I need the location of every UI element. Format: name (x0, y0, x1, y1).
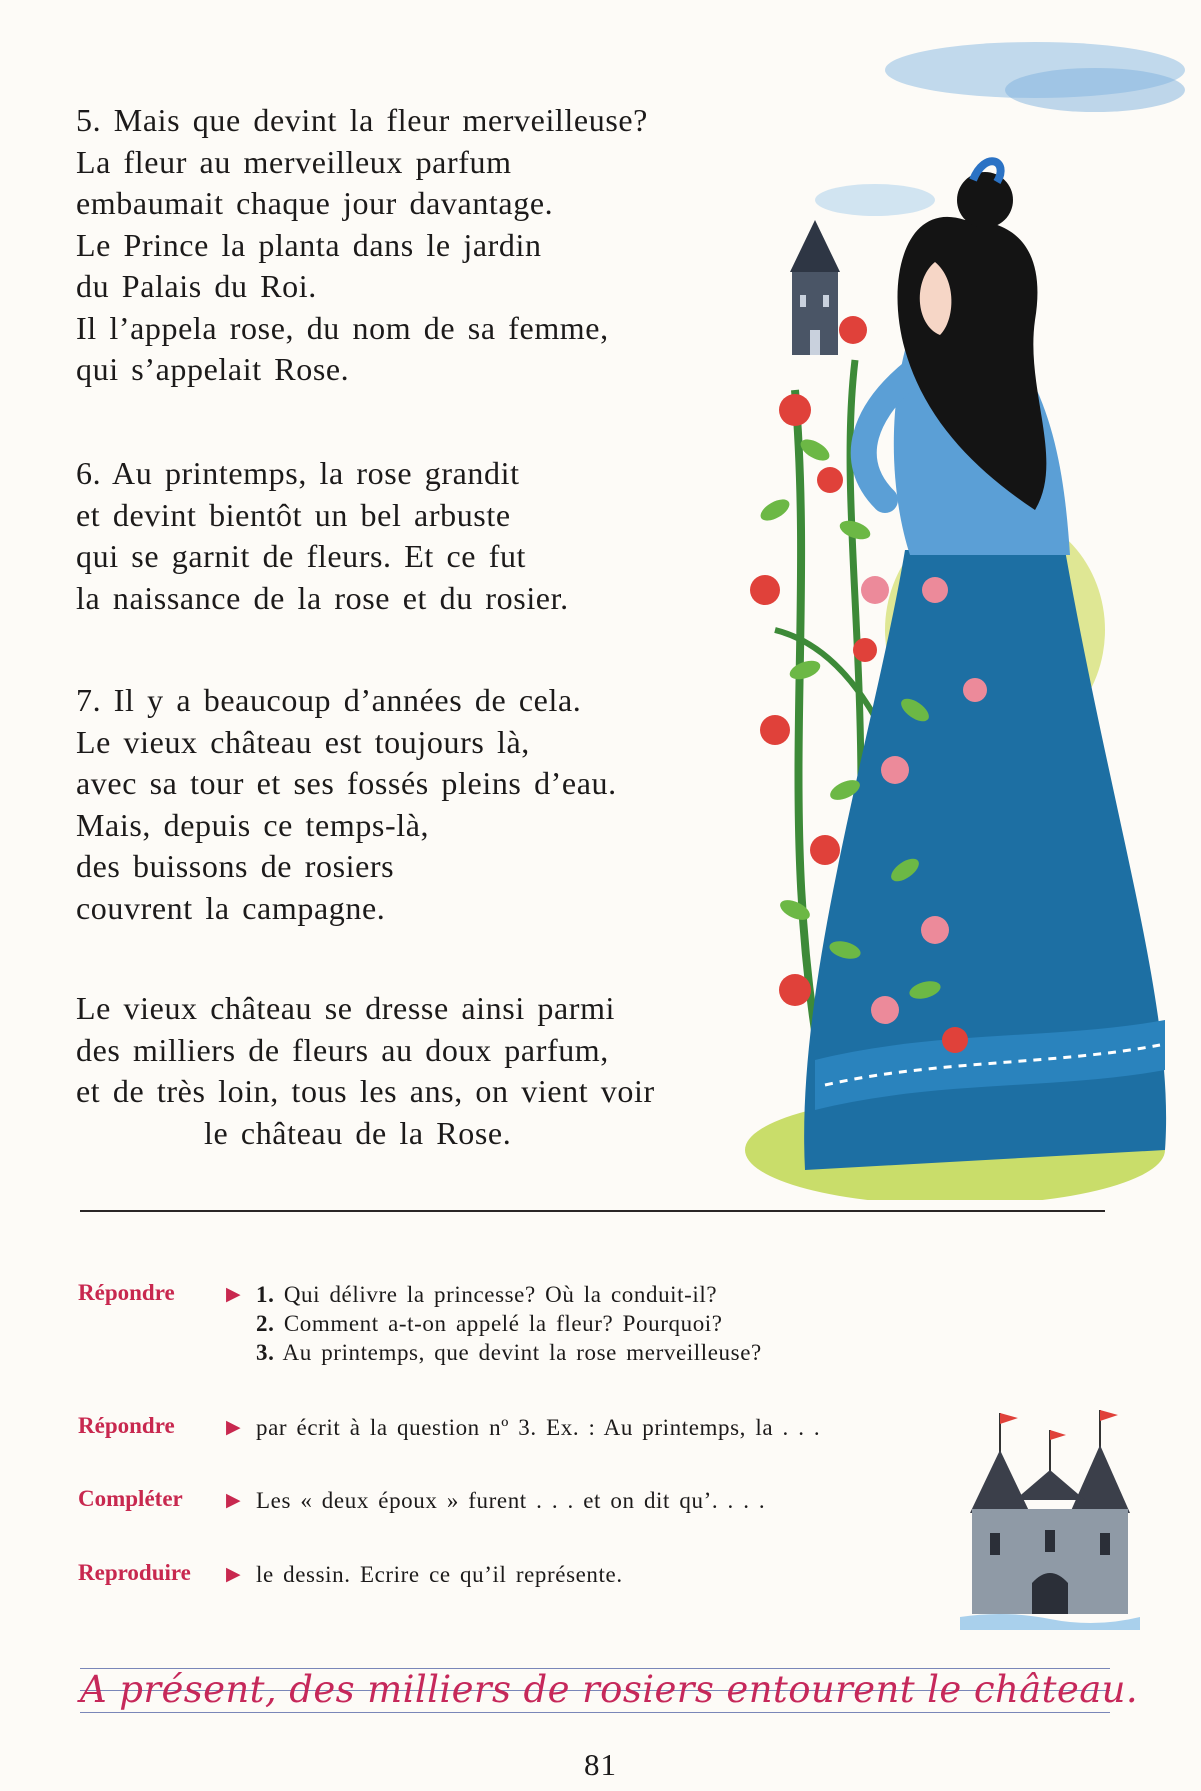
poem-line: Le Prince la planta dans le jardin (76, 226, 542, 263)
poem-line: La fleur au merveilleux parfum (76, 143, 512, 180)
poem-line: embaumait chaque jour davantage. (76, 185, 554, 221)
exercise-label: Reproduire (78, 1560, 191, 1585)
exercise-label: Compléter (78, 1486, 183, 1511)
exercise-questions (256, 1280, 762, 1367)
poem-line: Il l’appela rose, du nom de sa femme, (76, 309, 609, 346)
poem-line: 7. Il y a beaucoup d’années de cela. (76, 682, 582, 718)
poem-line: Le vieux château se dresse ainsi parmi (76, 990, 616, 1026)
poem-line: le château de la Rose. (204, 1114, 512, 1151)
poem-line: et devint bientôt un bel arbuste (76, 496, 511, 533)
exercise-label: Répondre (78, 1413, 175, 1438)
cursive-sentence: A présent, des milliers de rosiers entourent le château. (80, 1668, 1139, 1711)
poem-line: Mais, depuis ce temps-là, (76, 806, 430, 843)
poem-line: des buissons de rosiers (76, 848, 395, 884)
poem-line: des milliers de fleurs au doux parfum, (76, 1031, 609, 1068)
poem-line: 6. Au printemps, la rose grandit (76, 455, 520, 491)
question-3: 3. Au printemps, que devint la rose merveilleuse? (256, 1340, 762, 1365)
exercise-text: Les « deux époux » furent . . . et on dit qu’. . . . (256, 1488, 766, 1513)
stanza-5 (76, 100, 648, 391)
triangle-right-icon: ▶ (226, 1284, 241, 1305)
poem-line: et de très loin, tous les ans, on vient voir (76, 1073, 655, 1109)
exercise-text: le dessin. Ecrire ce qu’il représente. (256, 1562, 623, 1587)
poem-line: 5. Mais que devint la fleur merveilleuse? (76, 102, 648, 138)
poem-line: du Palais du Roi. (76, 268, 317, 304)
stanza-7 (76, 680, 617, 929)
question-1: 1. Qui délivre la princesse? Où la conduit-il? (256, 1282, 718, 1307)
question-2: 2. Comment a-t-on appelé la fleur? Pourquoi? (256, 1311, 723, 1336)
section-divider (80, 1210, 1105, 1212)
poem-line: qui s’appelait Rose. (76, 351, 350, 387)
page-number: 81 (584, 1747, 617, 1782)
triangle-right-icon: ▶ (226, 1490, 241, 1511)
ruled-line (80, 1712, 1110, 1713)
poem-line: la naissance de la rose et du rosier. (76, 579, 569, 616)
poem-line: avec sa tour et ses fossés pleins d’eau. (76, 765, 617, 801)
castle-drawing-illustration (960, 1405, 1140, 1630)
exercise-text: par écrit à la question nº 3. Ex. : Au printemps, la . . . (256, 1415, 821, 1440)
poem-line: couvrent la campagne. (76, 889, 386, 926)
poem-line: Le vieux château est toujours là, (76, 723, 530, 760)
castle-icon (790, 220, 840, 355)
triangle-right-icon: ▶ (226, 1417, 241, 1438)
princess-with-roses-illustration (735, 30, 1201, 1200)
stanza-final (76, 988, 655, 1154)
poem-line: qui se garnit de fleurs. Et ce fut (76, 538, 527, 574)
exercise-label: Répondre (78, 1280, 175, 1305)
stanza-6 (76, 453, 569, 619)
triangle-right-icon: ▶ (226, 1564, 241, 1585)
